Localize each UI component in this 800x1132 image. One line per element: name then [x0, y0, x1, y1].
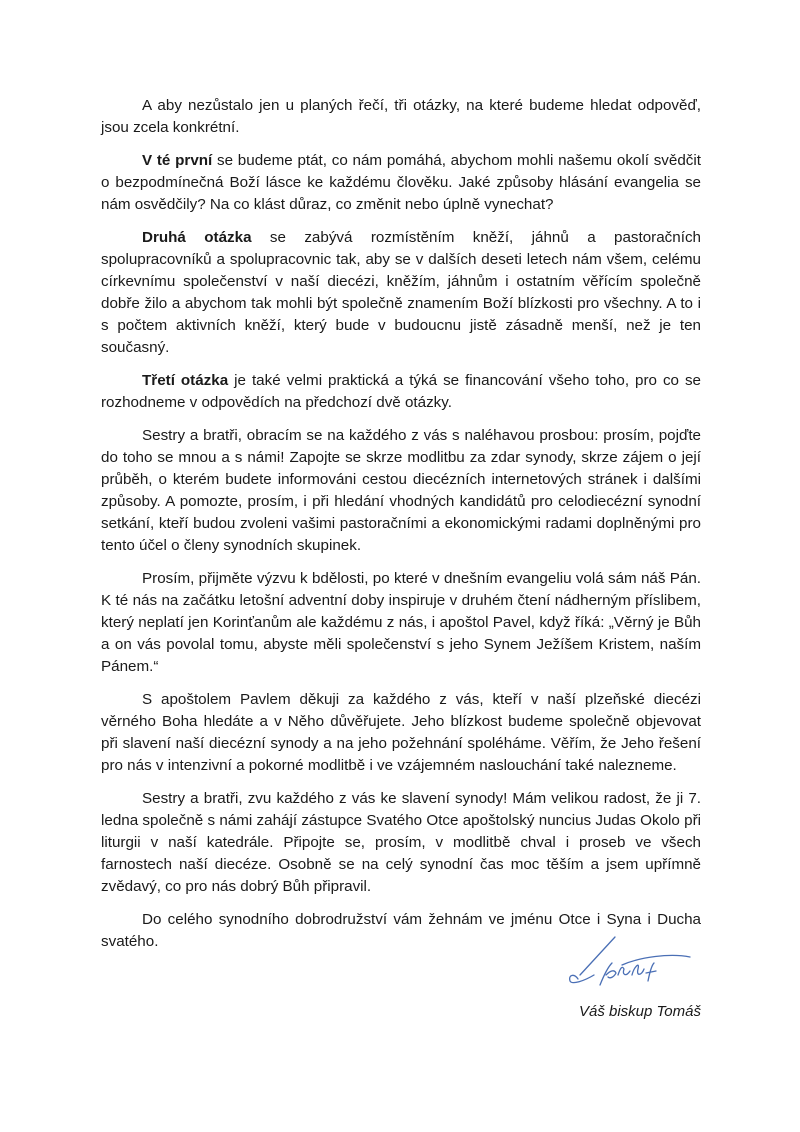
paragraph-appeal	[101, 425, 701, 557]
paragraph-second-question	[101, 227, 701, 359]
paragraph-text: se zabývá rozmístěním kněží, jáhnů a pastoračních spolupracovníků a spolupracovnic tak, aby se v dalších deseti letech nám všem, celému církevnímu společenství v naší diecézi, kněžím, jáhnům i ostatním věřícím společně dobře žilo a abychom tak mohli být společně znamením Boží blízkosti pro všechny. A to i s počtem aktivních kněží, který bude v budoucnu jistě zásadně menší, než je ten současný.	[101, 229, 701, 356]
paragraph-text: Sestry a bratři, obracím se na každého z vás s naléhavou prosbou: prosím, pojďte do toho se mnou a s námi! Zapojte se skrze modlitbu za zdar synody, skrze zájem o její průběh, o kterém budete informováni cestou diecézních internetových stránek i dalšími způsoby. A pomozte, prosím, i při hledání vhodných kandidátů pro celodiecézní synodní setkání, kteří budou zvoleni vašimi pastoračními a ekonomickými radami doplněnými pro tento účel o členy synodních skupinek.	[101, 427, 701, 554]
paragraph-lead: V té první	[142, 152, 213, 169]
paragraph-text: Sestry a bratři, zvu každého z vás ke slavení synody! Mám velikou radost, že ji 7. ledna společně s námi zahájí zástupce Svatého Otce apoštolský nuncius Judas Okolo při liturgii v naší katedrále. Připojte se, prosím, v modlitbě chval i proseb ve všech farnostech naší diecéze. Osobně se na celý synodní čas moc těším a jsem upřímně zvědavý, co pro nás dobrý Bůh připravil.	[101, 790, 701, 895]
paragraph-vigilance	[101, 568, 701, 678]
paragraph-third-question	[101, 370, 701, 414]
handwritten-signature	[560, 935, 710, 995]
paragraph-intro	[101, 95, 701, 139]
signature-name: Váš biskup Tomáš	[578, 1003, 701, 1020]
paragraph-invitation	[101, 788, 701, 898]
paragraph-thanks	[101, 689, 701, 777]
paragraph-text: se budeme ptát, co nám pomáhá, abychom mohli našemu okolí svědčit o bezpodmínečná Boží lásce ke každému člověku. Jaké způsoby hlásání evangelia se nám osvědčily? Na co klást důraz, co změnit nebo úplně vynechat?	[101, 152, 701, 213]
paragraph-text: je také velmi praktická a týká se financování všeho toho, pro co se rozhodneme v odpovědích na předchozí dvě otázky.	[101, 372, 702, 411]
paragraph-lead: Třetí otázka	[142, 372, 229, 389]
signature-icon	[560, 935, 710, 995]
paragraph-lead: Druhá otázka	[142, 229, 252, 246]
paragraph-text: S apoštolem Pavlem děkuji za každého z vás, kteří v naší plzeňské diecézi věrného Boha hledáte a v Něho důvěřujete. Jeho blízkost budeme společně objevovat při slavení naší diecézní synody a na jeho požehnání spoléháme. Věřím, že Jeho řešení pro nás v intenzivní a pokorné modlitbě i ve vzájemném naslouchání také nalezneme.	[101, 691, 701, 774]
paragraph-text: Prosím, přijměte výzvu k bdělosti, po které v dnešním evangeliu volá sám náš Pán. K té nás na začátku letošní adventní doby inspiruje v druhém čtení nádherným příslibem, který neplatí jen Korinťanům ale každému z nás, i apoštol Pavel, když říká: „Věrný je Bůh a on vás povolal tomu, abyste měli společenství s jeho Synem Ježíšem Kristem, naším Pánem.“	[101, 570, 701, 675]
paragraph-text: A aby nezůstalo jen u planých řečí, tři otázky, na které budeme hledat odpověď, jsou zcela konkrétní.	[101, 97, 701, 136]
letter-body	[101, 95, 701, 964]
paragraph-first-question	[101, 150, 701, 216]
paragraph-text: Do celého synodního dobrodružství vám žehnám ve jménu Otce i Syna i Ducha svatého.	[101, 911, 701, 950]
